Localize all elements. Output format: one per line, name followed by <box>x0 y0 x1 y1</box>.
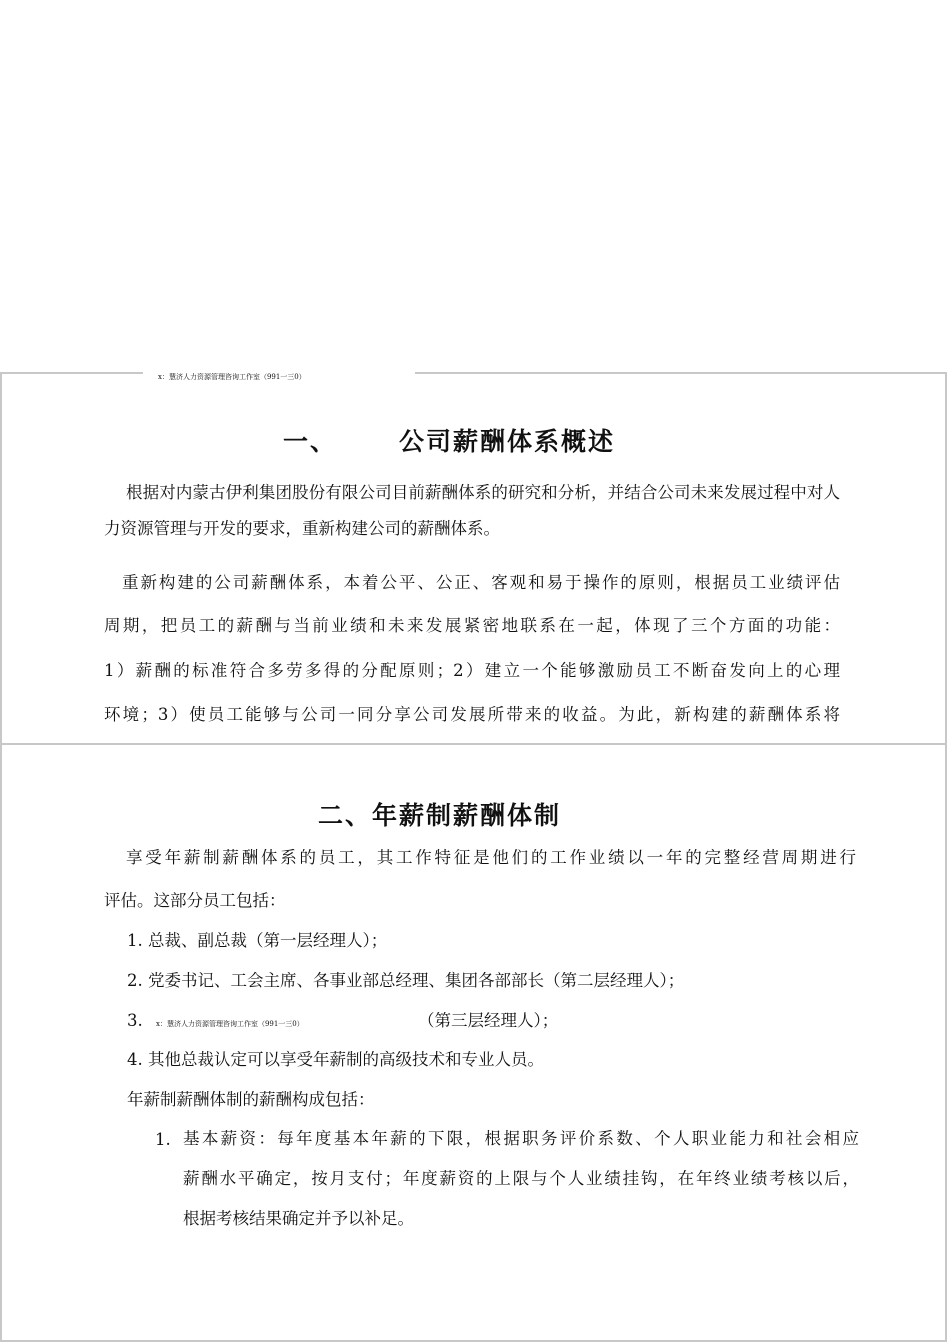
sub-item-line-3: 根据考核结果确定并予以补足。 <box>183 1209 414 1228</box>
section1-paragraph-1: 根据对内蒙古伊利集团股份有限公司目前薪酬体系的研究和分析，并结合公司未来发展过程中对人力资源管理与开发的要求，重新构建公司的薪酬体系。 <box>104 483 840 538</box>
section1-paragraph-2-line-1: 重新构建的公司薪酬体系，本着公平、公正、客观和易于操作的原则，根据员工业绩评估 <box>122 573 840 592</box>
list-item-3-overlap-note: x：慧济人力资源管理咨询工作室（991一三0） <box>156 1020 304 1028</box>
list-item-2: 2. 党委书记、工会主席、各事业部总经理、集团各部部长（第二层经理人）； <box>127 971 685 990</box>
list-item-1: 1. 总裁、副总裁（第一层经理人）； <box>127 931 388 950</box>
header-note: x：慧济人力资源管理咨询工作室（991一三0） <box>158 373 306 381</box>
sub-item-line-2: 薪酬水平确定，按月支付；年度薪资的上限与个人业绩挂钩，在年终业绩考核以后， <box>183 1169 859 1188</box>
list-item-3-tail: （第三层经理人）； <box>418 1011 559 1030</box>
section1-paragraph-2-line-4: 环境；3）使员工能够与公司一同分享公司发展所带来的收益。为此，新构建的薪酬体系将 <box>104 705 840 724</box>
sub-item-line-1: 基本薪资：每年度基本年薪的下限，根据职务评价系数、个人职业能力和社会相应 <box>183 1129 859 1148</box>
list-item-3-number: 3. <box>127 1011 143 1030</box>
section1-title-text: 公司薪酬体系概述 <box>399 427 616 456</box>
composition-label: 年薪制薪酬体制的薪酬构成包括： <box>127 1090 375 1109</box>
section1-paragraph-2-line-3: 1）薪酬的标准符合多劳多得的分配原则；2）建立一个能够激励员工不断奋发向上的心理 <box>104 661 840 680</box>
section2-intro-line-1: 享受年薪制薪酬体系的员工，其工作特征是他们的工作业绩以一年的完整经营周期进行 <box>126 848 856 867</box>
section2-title: 二、年薪制薪酬体制 <box>318 801 562 830</box>
section2-intro-line-2: 评估。这部分员工包括： <box>104 891 286 910</box>
sub-item-number: 1. <box>155 1130 171 1149</box>
section1-paragraph-2-line-2: 周期，把员工的薪酬与当前业绩和未来发展紧密地联系在一起，体现了三个方面的功能： <box>104 616 840 635</box>
document-page-2 <box>0 743 947 1342</box>
section1-title <box>283 422 615 458</box>
section1-title-number: 一、 <box>283 427 338 456</box>
list-item-4: 4. 其他总裁认定可以享受年薪制的高级技术和专业人员。 <box>127 1050 544 1069</box>
